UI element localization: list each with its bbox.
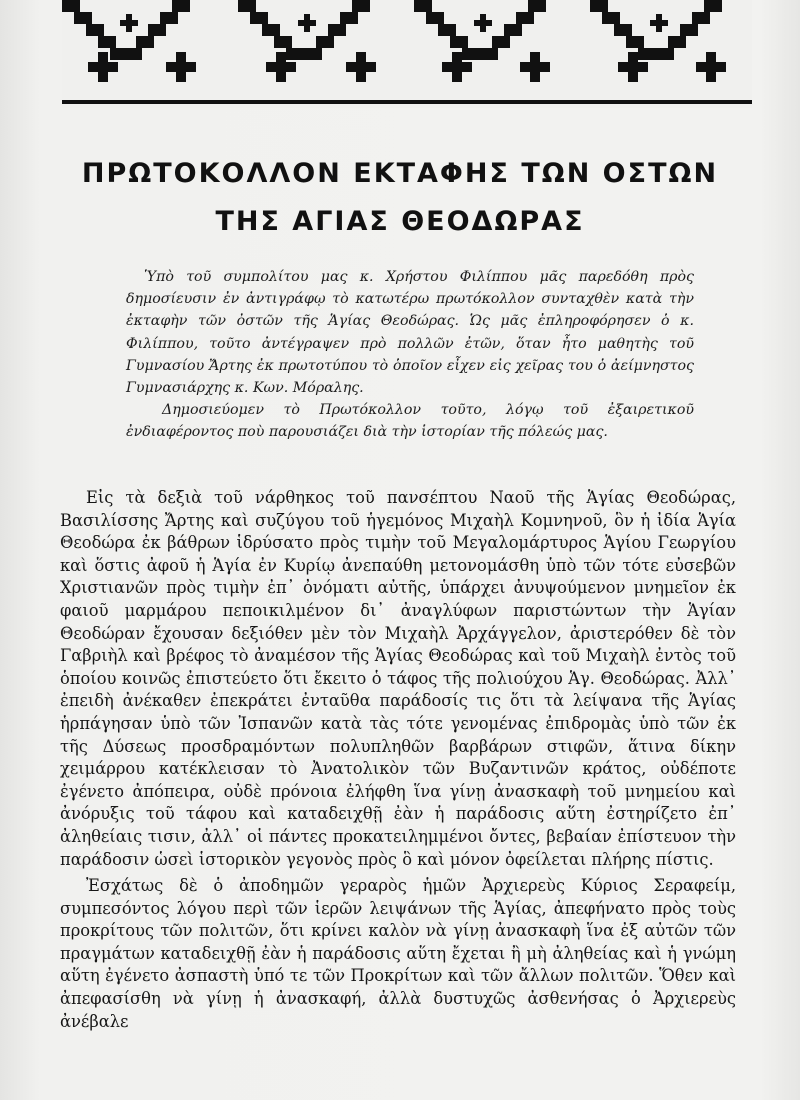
protocol-body <box>60 487 736 1033</box>
intro-paragraph: Ὑπὸ τοῦ συμπολίτου μας κ. Χρήστου Φιλίππου μᾶς παρεδόθη πρὸς δημοσίευσιν ἐν ἀντιγράφῳ τὸ κατωτέρω πρωτόκολλον συνταχθὲν κατὰ τὴν ἐκταφὴν τῶν ὀστῶν τῆς Ἁγίας Θεοδώρας. Ὡς μᾶς ἐπληροφόρησεν ὁ κ. Φιλίππου, τοῦτο ἀντέγραψεν πρὸ πολλῶν ἐτῶν, ὅταν ἦτο μαθητὴς τοῦ Γυμνασίου Ἄρτης ἐκ πρωτοτύπου τὸ ὁποῖον εἶχεν εἰς χεῖρας του ὁ ἀείμνηστος Γυμνασιάρχης κ. Κων. Μόραλης. <box>126 269 694 397</box>
body-paragraph: Εἰς τὰ δεξιὰ τοῦ νάρθηκος τοῦ πανσέπτου Ναοῦ τῆς Ἁγίας Θεοδώρας, Βασιλίσσης Ἄρτης καὶ συζύγου τοῦ ἡγεμόνος Μιχαὴλ Κομνηνοῦ, ὃν ἡ ἰδία Ἁγία Θεοδώρα ἐκ βάθρων ἱδρύσατο πρὸς τιμὴν τοῦ Μεγαλομάρτυρος Ἁγίου Γεωργίου καὶ ὅστις ἀφοῦ ἡ Ἁγία ἐν Κυρίῳ ἀνεπαύθη μετονομάσθη ὑπὸ τῶν τότε εὐσεβῶν Χριστιανῶν πρὸς τιμὴν ἐπ᾽ ὀνόματι αὐτῆς, ὑπάρχει ἀνυψούμενον μνημεῖον ἐκ φαιοῦ μαρμάρου πεποικιλμένον δι᾽ ἀναγλύφων παριστώντων τὴν Ἁγίαν Θεοδώραν ἔχουσαν δεξιόθεν μὲν τὸν Μιχαὴλ Ἀρχάγγελον, ἀριστερόθεν δὲ τὸν Γαβριὴλ καὶ βρέφος τὸ ἀναμέσον τῆς Ἁγίας Θεοδώρας καὶ τοῦ Μιχαὴλ ἐντὸς τοῦ ὁποίου κοινῶς ἐπιστεύετο ὅτι ἔκειτο ὁ τάφος τῆς πολιούχου Ἁγ. Θεοδώρας. Ἀλλ᾽ ἐπειδὴ ἀνέκαθεν ἐπεκράτει ἐνταῦθα παράδοσίς τις ὅτι τὰ λείψανα τῆς Ἁγίας ἡρπάγησαν ὑπὸ τῶν Ἰσπανῶν κατὰ τὰς τότε γενομένας ἐπιδρομὰς ὑπὸ τῶν ἐκ τῆς Δύσεως προσδραμόντων πολυπληθῶν βαρβάρων στιφῶν, ἅτινα δίκην χειμάρρου κατέκλεισαν τὸ Ἀνατολικὸν τῶν Βυζαντινῶν κράτος, οὐδέποτε ἐγένετο ἀπόπειρα, οὐδὲ πρόνοια ἐλήφθη ἵνα γίνῃ ἀνασκαφὴ τοῦ μνημείου καὶ ἀνόρυξις τοῦ τάφου καὶ καταδειχθῇ ἐὰν ἡ παράδοσις αὕτη ἐστηρίζετο ἐπ᾽ ἀληθείαις τισιν, ἀλλ᾽ οἱ πάντες προκατειλημμένοι ὄντες, βεβαίαν ἐπίστευον τὴν παράδοσιν ὡσεὶ ἱστορικὸν γεγονὸς πρὸς ὃ καὶ μόνον ὀφείλεται πλήρης πίστις. <box>60 488 736 869</box>
ornament-diamond-pattern <box>62 0 752 108</box>
body-paragraph: Ἐσχάτως δὲ ὁ ἀποδημῶν γεραρὸς ἡμῶν Ἀρχιερεὺς Κύριος Σεραφείμ, συμπεσόντος λόγου περὶ τῶν ἱερῶν λειψάνων τῆς Ἁγίας, ἀπεφήνατο πρὸς τοὺς προκρίτους τῶν πολιτῶν, ὅτι κρίνει καλὸν νὰ γίνῃ ἀνασκαφὴ ἵνα ἐξ αὐτῶν τῶν πραγμάτων καταδειχθῇ ἐὰν ἡ παράδοσις αὕτη ἔχεται ἢ μὴ ἀληθείας καὶ ἡ γνώμη αὕτη ἐγένετο ἀσπαστὴ ὑπό τε τῶν Προκρίτων καὶ τῶν ἄλλων πολιτῶν. Ὅθεν καὶ ἀπεφασίσθη νὰ γίνῃ ἡ ἀνασκαφή, ἀλλὰ δυστυχῶς ἀσθενήσας ὁ Ἀρχιερεὺς ἀνέβαλε <box>60 876 736 1031</box>
ornamental-header-band <box>62 0 752 108</box>
editorial-introduction <box>126 266 694 444</box>
document-title-line-1: ΠΡΩΤΟΚΟΛΛΟΝ ΕΚΤΑΦΗΣ ΤΩΝ ΟΣΤΩΝ <box>81 158 719 189</box>
intro-paragraph: Δημοσιεύομεν τὸ Πρωτόκολλον τοῦτο, λόγῳ τοῦ ἐξαιρετικοῦ ἐνδιαφέροντος ποὺ παρουσιάζει διὰ τὴν ἱστορίαν τῆς πόλεώς μας. <box>126 402 694 441</box>
document-title-line-2: ΤΗΣ ΑΓΙΑΣ ΘΕΟΔΩΡΑΣ <box>215 206 585 237</box>
